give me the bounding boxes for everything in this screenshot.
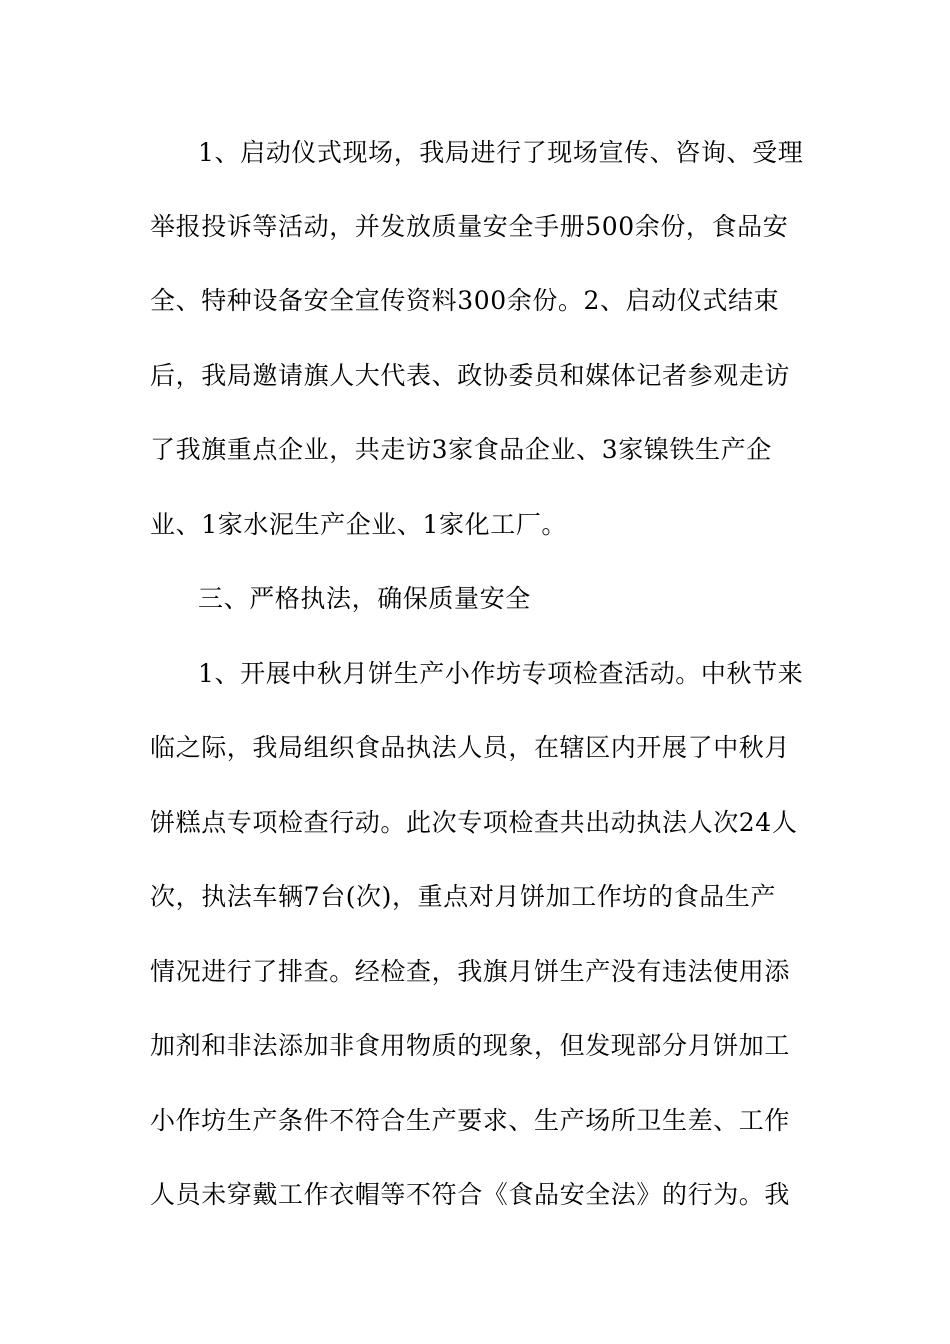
- section-heading: 三、严格执法，确保质量安全: [198, 584, 531, 613]
- paragraph-1-line-4: 后，我局邀请旗人大代表、政协委员和媒体记者参观走访: [150, 361, 791, 390]
- paragraph-1-line-1: 1、启动仪式现场，我局进行了现场宣传、咨询、受理: [198, 138, 804, 167]
- paragraph-1-line-5: 了我旗重点企业，共走访3家食品企业、3家镍铁生产企: [150, 435, 772, 464]
- paragraph-2-line-1: 1、开展中秋月饼生产小作坊专项检查活动。中秋节来: [198, 659, 804, 688]
- paragraph-1-line-6: 业、1家水泥生产企业、1家化工厂。: [150, 510, 568, 539]
- paragraph-2-line-8: 人员未穿戴工作衣帽等不符合《食品安全法》的行为。我: [150, 1180, 791, 1209]
- paragraph-2-line-4: 次，执法车辆7台(次)，重点对月饼加工作坊的食品生产: [150, 882, 777, 911]
- paragraph-2-line-2: 临之际，我局组织食品执法人员，在辖区内开展了中秋月: [150, 733, 791, 762]
- paragraph-2-line-5: 情况进行了排查。经检查，我旗月饼生产没有违法使用添: [150, 957, 791, 986]
- paragraph-2-line-7: 小作坊生产条件不符合生产要求、生产场所卫生差、工作: [150, 1106, 791, 1135]
- paragraph-2-line-3: 饼糕点专项检查行动。此次专项检查共出动执法人次24人: [150, 808, 798, 837]
- paragraph-2-line-6: 加剂和非法添加非食用物质的现象，但发现部分月饼加工: [150, 1031, 791, 1060]
- paragraph-1-line-3: 全、特种设备安全宣传资料300余份。2、启动仪式结束: [150, 286, 780, 315]
- paragraph-1-line-2: 举报投诉等活动，并发放质量安全手册500余份，食品安: [150, 212, 789, 241]
